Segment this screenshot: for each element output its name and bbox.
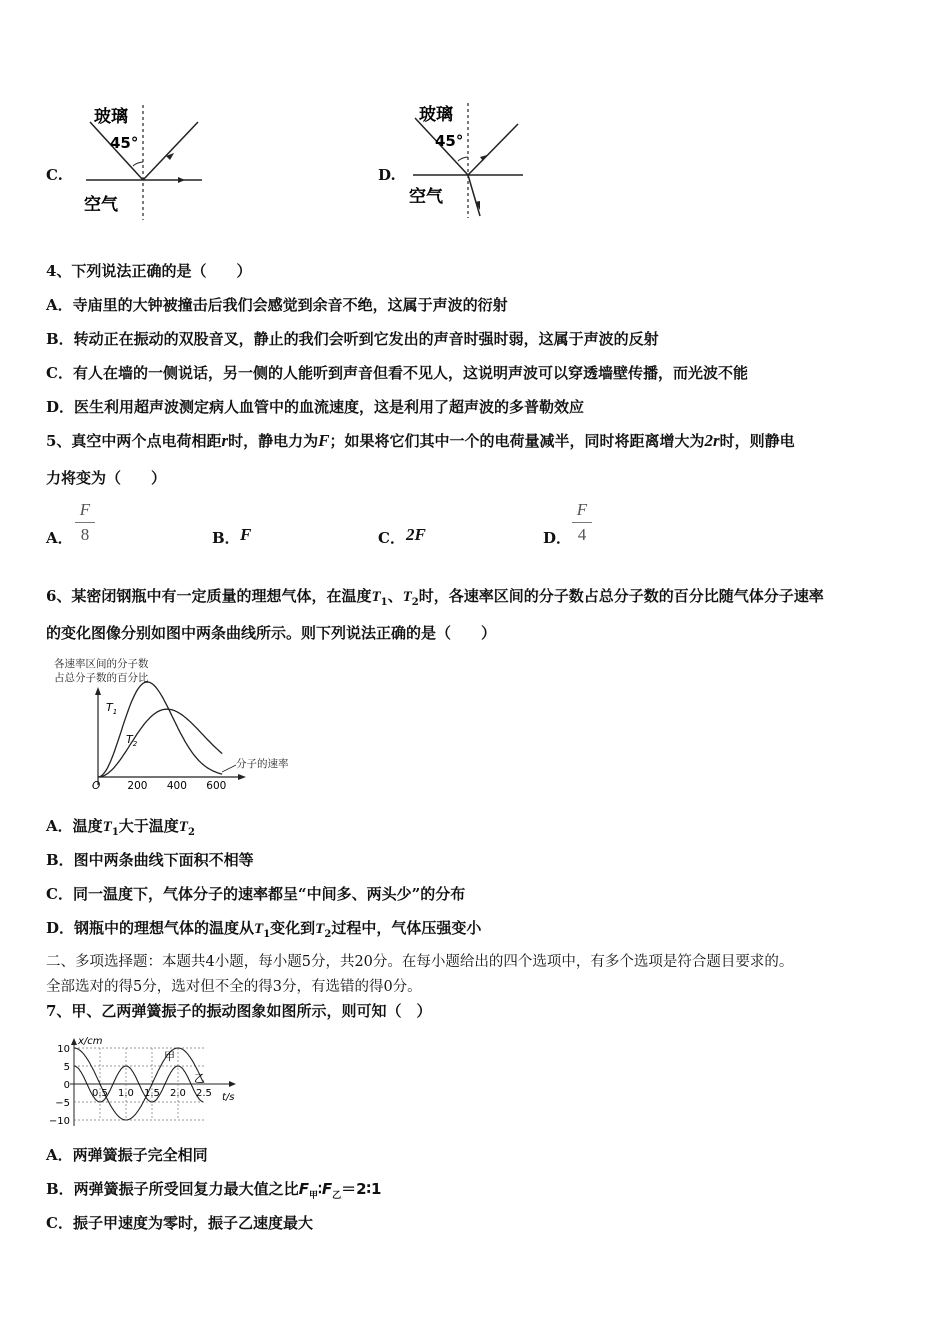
chart2-ytick: −10 bbox=[48, 1116, 70, 1127]
q5-option-c-label: C． bbox=[378, 529, 405, 547]
chart2-xtick: 1.0 bbox=[118, 1088, 134, 1099]
chart2-ylabel: x/cm bbox=[78, 1036, 103, 1047]
svg-text:45°: 45° bbox=[435, 132, 464, 150]
chart1-xtick: 600 bbox=[206, 780, 227, 792]
q6-option-d: D．钢瓶中的理想气体的温度从$T_1$变化到$T_2$过程中，气体压强变小 bbox=[46, 919, 482, 940]
chart2-xtick: 0.5 bbox=[92, 1088, 108, 1099]
chart2-ytick: 0 bbox=[63, 1080, 70, 1091]
chart2-xtick: 2.5 bbox=[196, 1088, 212, 1099]
q6-option-b: B．图中两条曲线下面积不相等 bbox=[46, 851, 254, 869]
q6-stem-line2: 的变化图像分别如图中两条曲线所示。则下列说法正确的是（ ） bbox=[46, 624, 497, 642]
chart1-xtick: O bbox=[92, 780, 101, 792]
glass-label: 玻璃 bbox=[94, 107, 128, 127]
chart1-ylabel-1: 各速率区间的分子数 bbox=[54, 658, 149, 670]
q4-stem: 4、下列说法正确的是（ ） bbox=[46, 262, 252, 280]
q7-option-b: B．两弹簧振子所受回复力最大值之比$F_甲∶F_乙=2∶1$ bbox=[46, 1180, 382, 1201]
q5-option-d-label: D． bbox=[543, 529, 572, 547]
figure-c-diagram bbox=[78, 100, 218, 225]
chart2-xlabel: t/s bbox=[222, 1092, 235, 1103]
q5-option-c-value: 2F bbox=[406, 525, 426, 544]
option-c-label: C. bbox=[46, 166, 63, 184]
q6-stem: 6、某密闭钢瓶中有一定质量的理想气体，在温度$T_1$、$T_2$时，各速率区间的分子数占总分子数的百分比随气体分子速率 bbox=[46, 587, 824, 608]
q5-option-a-label: A． bbox=[46, 529, 73, 547]
q5-stem: 5、真空中两个点电荷相距r时，静电力为F；如果将它们其中一个的电荷量减半，同时将距离增大为2r时，则静电 bbox=[46, 431, 795, 450]
q6-option-c: C．同一温度下，气体分子的速率都呈“中间多、两头少”的分布 bbox=[46, 885, 466, 903]
series-jia-label: 甲 bbox=[164, 1050, 175, 1063]
q4-option-b: B．转动正在振动的双股音叉，静止的我们会听到它发出的声音时强时弱，这属于声波的反射 bbox=[46, 330, 659, 348]
angle-label: 45° bbox=[110, 134, 139, 152]
oscillation-chart bbox=[46, 1030, 256, 1130]
option-d-label: D. bbox=[378, 166, 396, 184]
q5-option-d-fraction: F 4 bbox=[572, 500, 592, 545]
curve-t1 bbox=[98, 682, 222, 777]
section2-instructions-2: 全部选对的得5分，选对但不全的得3分，有选错的得0分。 bbox=[46, 979, 422, 995]
chart2-ytick: −5 bbox=[55, 1098, 70, 1109]
chart1-xtick: 200 bbox=[127, 780, 148, 792]
speed-distribution-chart bbox=[46, 655, 306, 795]
series-yi-label: 乙 bbox=[194, 1072, 205, 1085]
q5-option-a-fraction: F 8 bbox=[75, 500, 95, 545]
q4-option-c: C．有人在墙的一侧说话，另一侧的人能听到声音但看不见人，这说明声波可以穿透墙壁传播，而光波不能 bbox=[46, 364, 748, 382]
t2-label: $T_2$ bbox=[126, 733, 138, 748]
chart2-ytick: 5 bbox=[63, 1062, 70, 1073]
chart1-xtick: 400 bbox=[166, 780, 187, 792]
chart1-ylabel-2: 占总分子数的百分比 bbox=[54, 672, 149, 684]
t1-label: $T_1$ bbox=[106, 701, 118, 716]
section2-instructions-1: 二、多项选择题：本题共4小题，每小题5分，共20分。在每小题给出的四个选项中，有多个选项是符合题目要求的。 bbox=[46, 954, 794, 970]
q6-option-a: A．温度$T_1$大于温度$T_2$ bbox=[46, 817, 195, 838]
q4-option-d: D．医生利用超声波测定病人血管中的血流速度，这是利用了超声波的多普勒效应 bbox=[46, 398, 585, 416]
q7-option-c: C．振子甲速度为零时，振子乙速度最大 bbox=[46, 1214, 313, 1232]
q7-stem: 7、甲、乙两弹簧振子的振动图象如图所示，则可知（ ） bbox=[46, 1002, 432, 1020]
svg-text:玻璃: 玻璃 bbox=[419, 105, 453, 125]
q5-option-b-label: B． bbox=[212, 529, 240, 547]
q5-option-b-value: F bbox=[240, 525, 252, 544]
q7-option-a: A．两弹簧振子完全相同 bbox=[46, 1146, 208, 1164]
air-label: 空气 bbox=[84, 195, 118, 215]
chart2-ytick: 10 bbox=[57, 1044, 70, 1055]
chart2-xtick: 1.5 bbox=[144, 1088, 160, 1099]
figure-d-diagram bbox=[405, 98, 545, 223]
chart2-xtick: 2.0 bbox=[170, 1088, 186, 1099]
chart1-xlabel: 分子的速率 bbox=[236, 758, 289, 770]
svg-text:空气: 空气 bbox=[409, 187, 443, 207]
q5-stem-line2: 力将变为（ ） bbox=[46, 469, 167, 487]
q4-option-a: A．寺庙里的大钟被撞击后我们会感觉到余音不绝，这属于声波的衍射 bbox=[46, 296, 508, 314]
